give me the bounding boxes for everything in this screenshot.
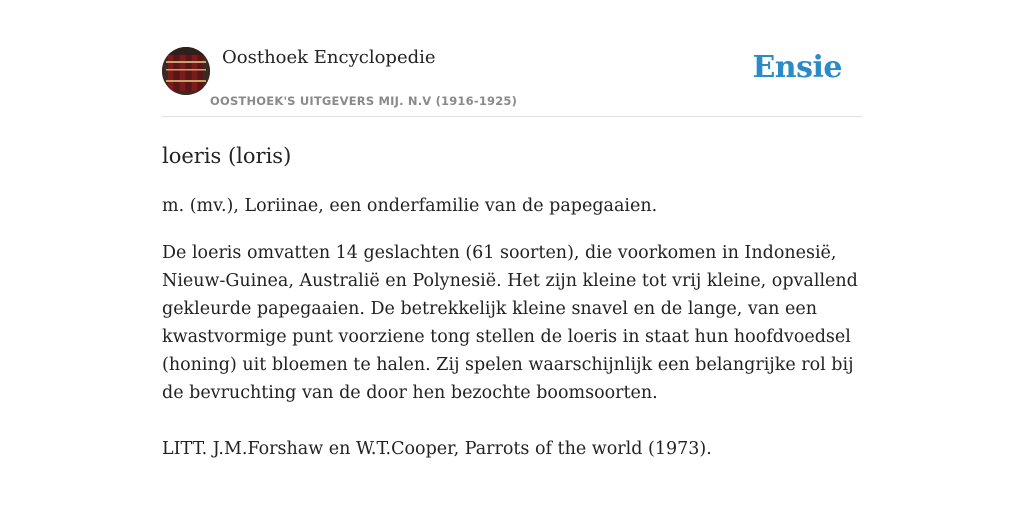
brand-logo[interactable]: Ensie — [752, 50, 842, 85]
encyclopedia-books-icon[interactable] — [162, 47, 210, 95]
entry-literature: LITT. J.M.Forshaw en W.T.Cooper, Parrots of the world (1973). — [162, 439, 712, 459]
source-title[interactable]: Oosthoek Encyclopedie — [222, 47, 436, 68]
entry-title: loeris (loris) — [162, 144, 292, 168]
entry-description: De loeris omvatten 14 geslachten (61 soorten), die voorkomen in Indonesië, Nieuw-Guinea, Australië en Polynesië. Het zijn kleine tot vrij kleine, opvallend gekleurde papegaaien. De betrekkelijk kleine snavel en de lange, van een kwastvormige punt voorziene tong stellen de loeris in staat hun hoofdvoedsel (honing) uit bloemen te halen. Zij spelen waarschijnlijk een belangrijke rol bij de bevruchting van de door hen bezochte boomsoorten. — [162, 243, 858, 403]
source-subtitle: OOSTHOEK'S UITGEVERS MIJ. N.V (1916-1925) — [210, 94, 518, 108]
entry-definition: m. (mv.), Loriinae, een onderfamilie van de papegaaien. — [162, 196, 658, 216]
source-header — [162, 46, 862, 117]
entry-card — [162, 46, 862, 463]
